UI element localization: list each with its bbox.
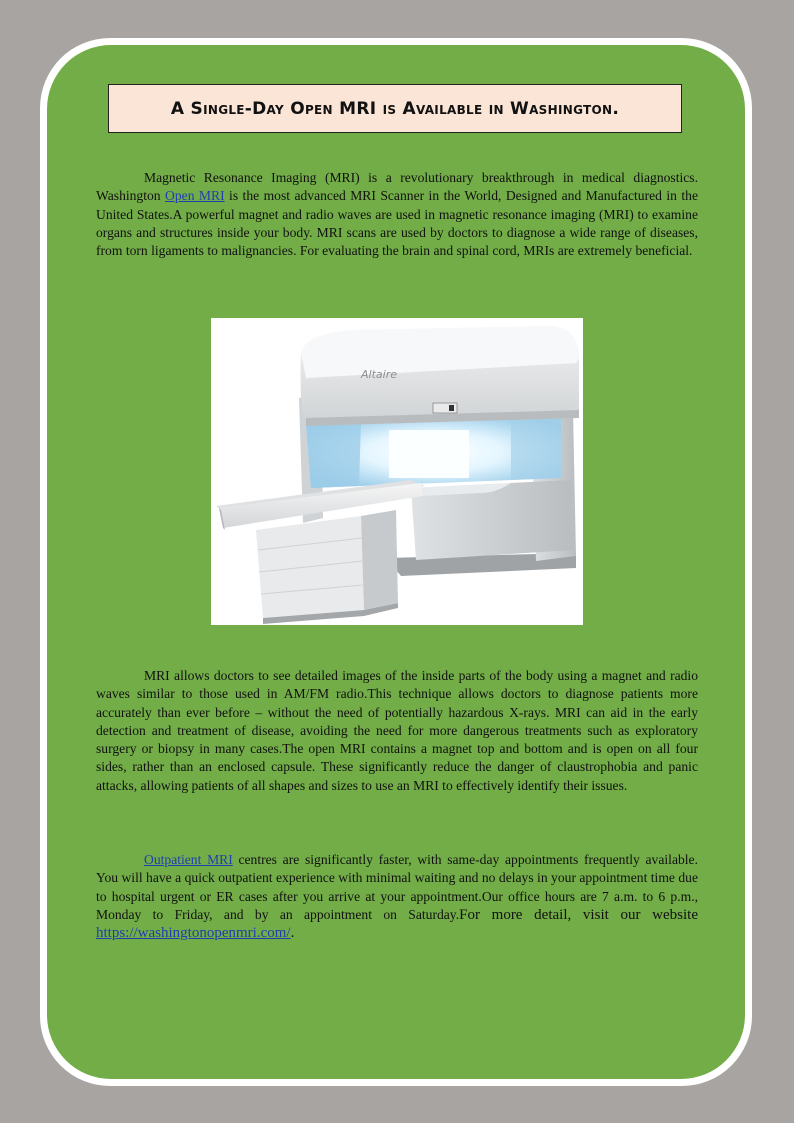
website-link[interactable]: https://washingtonopenmri.com/ bbox=[96, 925, 291, 942]
intro-text-1: Magnetic Resonance Imaging (MRI) is a revolutionary breakthrough in medical diagnostics. Washington bbox=[96, 170, 698, 204]
mri-machine-image bbox=[211, 318, 583, 625]
brand-label: Altaire bbox=[361, 368, 397, 381]
intro-paragraph bbox=[96, 169, 698, 260]
title-box bbox=[108, 84, 682, 133]
body-paragraph: MRI allows doctors to see detailed images of the inside parts of the body using a magnet and radio waves similar to those used in AM/FM radio.This technique allows doctors to diagnose patients more accurately than ever before – without the need of potentially hazardous X-rays. MRI can aid in the early detection and treatment of disease, avoiding the need for more dangerous treatments such as exploratory surgery or biopsy in many cases.The open MRI contains a magnet top and bottom and is open on all four sides, rather than an enclosed capsule. These significantly reduce the danger of claustrophobia and panic attacks, allowing patients of all shapes and sizes to use an MRI to effectively identify their issues. bbox=[96, 668, 698, 793]
page-title: A Single-Day Open MRI is Available in Washington. bbox=[170, 98, 620, 119]
outpatient-text-1: centres are significantly faster, with same-day appointments frequently available. You will have a quick outpatient experience with minimal waiting and no delays in your appointment time due to hospital urgent or ER cases after you arrive at your appointment.Our office hours are 7 a.m. to 6 p.m., Monday to Friday, and by an appointment on Saturday. bbox=[96, 852, 698, 922]
outpatient-paragraph bbox=[96, 851, 698, 942]
outpatient-text-2: For more detail, visit our website bbox=[459, 906, 698, 923]
outpatient-mri-link[interactable]: Outpatient MRI bbox=[144, 852, 233, 867]
outpatient-text-end: . bbox=[290, 925, 295, 942]
intro-text-2: is the most advanced MRI Scanner in the World, Designed and Manufactured in the United States.A powerful magnet and radio waves are used in magnetic resonance imaging (MRI) to examine organs and structures inside your body. MRI scans are used by doctors to diagnose a wide range of diseases, from torn ligaments to malignancies. For evaluating the brain and spinal cord, MRIs are extremely beneficial. bbox=[96, 188, 698, 259]
open-mri-link[interactable]: Open MRI bbox=[165, 188, 225, 204]
